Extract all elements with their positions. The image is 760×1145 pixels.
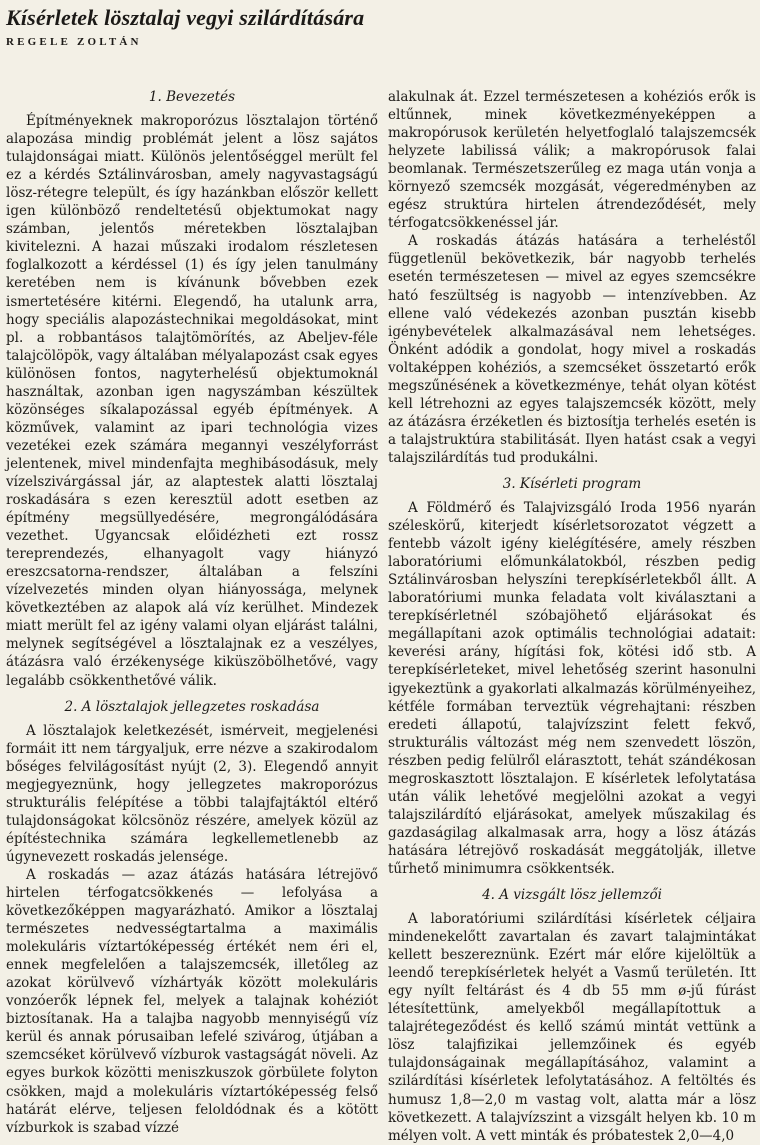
left-column xyxy=(6,88,378,1137)
paragraph-loess-properties: A lösztalajok keletkezését, ismérveit, megjelenési formáit itt nem tárgyaljuk, erre nézve a szakirodalom bőséges felvilágosítást nyújt (2, 3). Elegendő annyit megjegyeznünk, hogy jellegzetes makroporózus strukturális felépítése a többi talajfajtáktól eltérő tulajdonságokat kölcsönöz részére, amelyek közül az építéstechnika számára legkellemetlenebb az úgynevezett roskadás jelensége. xyxy=(6,722,378,865)
section-heading-loess-characteristics: 4. A vizsgált lösz jellemzői xyxy=(482,887,662,904)
section-heading-collapse: 2. A lösztalajok jellegzetes roskadása xyxy=(64,698,320,715)
article-author: REGELE ZOLTÁN xyxy=(6,36,142,48)
right-column xyxy=(388,88,756,1145)
paragraph-collapse-mechanism-continued: alakulnak át. Ezzel természetesen a kohéziós erők is eltűnnek, minek következményeképpen a makropórusok kerületén helyetfoglaló talajszemcsék helyzete labilissá válik; a makropórusok falai beomlanak. Természetszerűleg ez maga után vonja a környező szemcsék mozgását, végeredményben az egész struktúra hirtelen átrendeződését, mely térfogatcsökkenéssel jár. xyxy=(388,89,756,232)
article-title: Kísérletek lösztalaj vegyi szilárdítására xyxy=(6,5,365,30)
paragraph-sampling: A laboratóriumi szilárdítási kísérletek céljaira mindenekelőtt zavartalan és zavart talajmintákat kellett beszereznünk. Ezért már előre kijelöltük a leendő terepkísérletek helyét a Vasmű területén. Itt egy nyílt feltárást és 4 db 55 mm ø-jű fúrást létesítettünk, amelyekből megállapítottuk a talajrétegeződést és kellő számú mintát vettünk a lösz talajfizikai jellemzőinek és egyéb tulajdonságainak megállapításához, valamint a szilárdítási kísérletek lefolytatásához. A feltöltés és humusz 1,8—2,0 m vastag volt, alatta már a lösz következett. A talajvízszint a vizsgált helyen kb. 10 m mélyen volt. A vett minták és próbatestek 2,0—4,0 xyxy=(388,911,756,1144)
paragraph-introduction: Építményeknek makroporózus lösztalajon történő alapozása mindig problémát jelent a lösz sajátos tulajdonságai miatt. Különös jelentőséggel merült fel ez a kérdés Sztálinvárosban, amely nagyvastagságú lösz-rétegre települt, és így hazánkban először kellett igen különböző rendeltetésű objektumokat nagy számban, jelentős méretekben lösztalajban kivitelezni. A hazai műszaki irodalom részletesen foglalkozott a kérdéssel (1) és így jelen tanulmány keretében nem is kívánunk bővebben ezek ismertetésére kitérni. Elegendő, ha utalunk arra, hogy speciális alapozástechnikai megoldásokat, mint pl. a robbantásos talajtömörítés, az Abeljev-féle talajcölöpök, vagy általában mélyalapozást csak egyes különösen fontos, nagyterhelésű objektumoknál használtak, azonban igen nagyszámban készültek közönséges síkalapozással egyéb építmények. A közművek, valamint az ipari technológia vizes vezetékei ezek számára megannyi veszélyforrást jelentenek, mivel mindenfajta meghibásodásuk, mely vízelszivárgással jár, az alaptestek alatti lösztalaj roskadására s ezen keresztül adott esetben az építmény megsüllyedésére, megrongálódására vezethet. Ugyancsak előidézheti ezt rossz tereprendezés, elhanyagolt vagy hiányzó ereszcsatorna-rendszer, általában a felszíni vízelvezetés minden olyan hiányossága, melynek következtében az alapok alá víz kerülhet. Mindezek miatt merült fel az igény valami olyan eljárást találni, melynek segítségével a lösztalajnak ez a veszélyes, átázásra való érzékenysége kiküszöbölhetővé, vagy legalább csökkenthetővé válik. xyxy=(6,113,378,689)
section-heading-introduction: 1. Bevezetés xyxy=(148,89,236,105)
paragraph-protection: A roskadás átázás hatására a terheléstől függetlenül bekövetkezik, bár nagyobb terhelés esetén természetesen — mivel az egyes szemcsékre ható feszültség is nagyobb — intenzívebben. Az ellene való védekezés azonban pusztán kisebb igénybevételek alkalmazásával nem lehetséges. Önként adódik a gondolat, hogy mivel a roskadás voltaképpen kohéziós, a szemcséket összetartó erők megszűnésének a következménye, tehát olyan kötést kell létrehozni az egyes talajszemcsék között, mely az átázásra érzéketlen és biztosítja terhelés esetén is a talajstruktúra stabilitását. Ilyen hatást csak a vegyi talajszilárdítás tud produkálni. xyxy=(388,233,756,466)
section-heading-program: 3. Kísérleti program xyxy=(502,475,642,492)
paragraph-program: A Földmérő és Talajvizsgáló Iroda 1956 nyarán széleskörű, kiterjedt kísérletsorozatot végzett a fentebb vázolt igény kielégítésére, amely részben laboratóriumi előmunkálatokból, részben pedig Sztálinvárosban helyszíni terepkísérletekből állt. A laboratóriumi munka feladata volt kiválasztani a terepkísérletnél szóbajöhető eljárásokat és megállapítani azok optimális technológiai adatait: keverési arány, hígítási fok, kötési idő stb. A terepkísérleteket, mivel lehetőség szerint hasonulni igyekeztünk a gyakorlati alkalmazás körülményeihez, kétféle formában terveztük végrehajtani: részben eredeti állapotú, talajvízszint felett fekvő, strukturális változást még nem szenvedett löszön, részben pedig felülről elárasztott, tehát szándékosan megroskasztott lösztalajon. E kísérletek lefolytatása után válik lehetővé megjelölni azokat a vegyi talajszilárdító eljárásokat, amelyek műszakilag és gazdaságilag alkalmasak arra, hogy a lösz átázás hatására létrejövő roskadását meggátolják, illetve tűrhető minimumra csökkentsék. xyxy=(388,500,756,877)
paragraph-collapse-mechanism: A roskadás — azaz átázás hatására létrejövő hirtelen térfogatcsökkenés — lefolyása a következőképpen magyarázható. Amikor a lösztalaj természetes nedvességtartalma a maximális molekuláris víztartóképesség értékét nem éri el, ennek megfelelően a talajszemcsék, illetőleg az azokat körülvevő vízhártyák között molekuláris vonzóerők lépnek fel, melyek a talajnak kohéziót biztosítanak. Ha a talajba nagyobb mennyiségű víz kerül és annak pórusaiban lefelé szivárog, útjában a szemcséket körülvevő vízburok vastagságát növeli. Az egyes burkok közötti meniszkuszok görbülete folyton csökken, majd a molekuláris víztartóképesség felső határát elérve, teljesen feloldódnak és a kötött vízburkok is szabad vízzé xyxy=(6,866,378,1136)
